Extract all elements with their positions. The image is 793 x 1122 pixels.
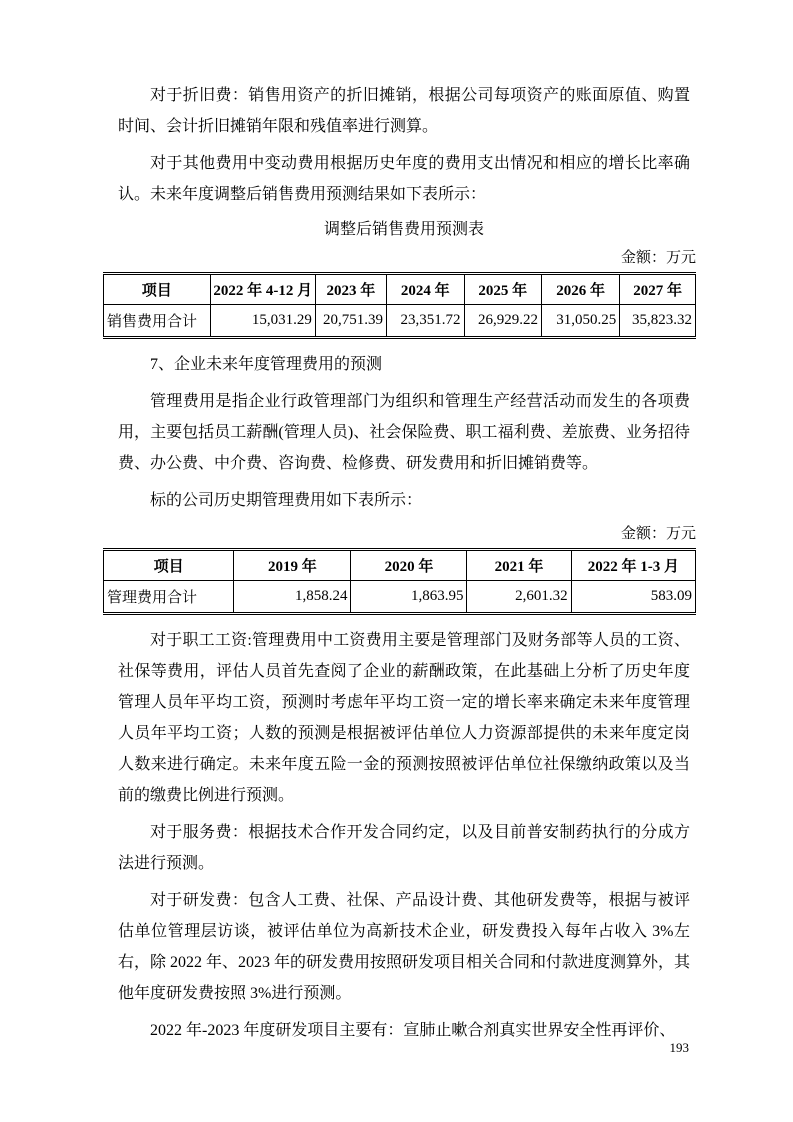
section-heading-admin-expense-forecast: 7、企业未来年度管理费用的预测 <box>150 356 383 373</box>
paragraph-service-fee: 对于服务费：根据技术合作开发合同约定，以及目前普安制药执行的分成方法进行预测。 <box>118 824 690 872</box>
admin-table-unit-label: 金额：万元 <box>620 526 696 542</box>
selling-total-2026: 31,050.25 <box>542 305 620 338</box>
paragraph-other-expense: 对于其他费用中变动费用根据历史年度的费用支出情况和相应的增长比率确认。未来年度调整后销售费用预测结果如下表所示： <box>118 155 690 203</box>
paragraph-rd-fee: 对于研发费：包含人工费、社保、产品设计费、其他研发费等，根据与被评估单位管理层访谈，被评估单位为高新技术企业，研发费投入每年占收入 3%左右，除 2022 年、2023 年的研发费用按照研发项目相关合同和付款进度测算外，其他年度研发费按照 3%进行预测。 <box>118 892 691 1002</box>
admin-table-header-2022q1: 2022 年 1-3 月 <box>571 550 695 581</box>
admin-total-2020: 1,863.95 <box>351 581 467 614</box>
selling-total-2023: 20,751.39 <box>315 305 386 338</box>
selling-expense-forecast-table <box>103 272 696 339</box>
selling-total-2027: 35,823.32 <box>620 305 696 338</box>
paragraph-admin-intro: 标的公司历史期管理费用如下表所示： <box>150 492 423 509</box>
selling-table-header-2023: 2023 年 <box>315 274 386 305</box>
admin-table-header-2019: 2019 年 <box>234 550 351 581</box>
selling-total-label: 销售费用合计 <box>104 305 211 338</box>
paragraph-rd-projects: 2022 年-2023 年度研发项目主要有：宣肺止嗽合剂真实世界安全性再评价、 <box>150 1022 676 1039</box>
admin-table-header-item: 项目 <box>104 550 234 581</box>
admin-total-2022q1: 583.09 <box>571 581 695 614</box>
admin-expense-history-table <box>103 548 696 615</box>
admin-total-2021: 2,601.32 <box>467 581 571 614</box>
admin-total-label: 管理费用合计 <box>104 581 234 614</box>
paragraph-admin-definition: 管理费用是指企业行政管理部门为组织和管理生产经营活动而发生的各项费用，主要包括员工薪酬(管理人员)、社会保险费、职工福利费、差旅费、业务招待费、办公费、中介费、咨询费、检修费、研发费用和折旧摊销费等。 <box>118 393 690 472</box>
admin-table-header-row <box>104 550 696 581</box>
selling-table-header-row <box>104 274 696 305</box>
table-row <box>104 305 696 338</box>
selling-table-unit-label: 金额：万元 <box>620 250 696 266</box>
selling-table-title: 调整后销售费用预测表 <box>323 221 484 238</box>
selling-table-header-2024: 2024 年 <box>386 274 464 305</box>
table-row <box>104 581 696 614</box>
admin-table-header-2021: 2021 年 <box>467 550 571 581</box>
admin-total-2019: 1,858.24 <box>234 581 351 614</box>
page-number: 193 <box>669 1040 689 1055</box>
selling-table-header-2025: 2025 年 <box>464 274 542 305</box>
admin-table-header-2020: 2020 年 <box>351 550 467 581</box>
selling-total-2022: 15,031.29 <box>210 305 315 338</box>
paragraph-depreciation: 对于折旧费：销售用资产的折旧摊销，根据公司每项资产的账面原值、购置时间、会计折旧摊销年限和残值率进行测算。 <box>118 87 690 135</box>
paragraph-staff-salary: 对于职工工资:管理费用中工资费用主要是管理部门及财务部等人员的工资、社保等费用，评估人员首先查阅了企业的薪酬政策，在此基础上分析了历史年度管理人员年平均工资，预测时考虑年平均工资一定的增长率来确定未来年度管理人员年平均工资；人数的预测是根据被评估单位人力资源部提供的未来年度定岗人数来进行确定。未来年度五险一金的预测按照被评估单位社保缴纳政策以及当前的缴费比例进行预测。 <box>118 632 690 804</box>
selling-table-header-item: 项目 <box>104 274 211 305</box>
selling-total-2025: 26,929.22 <box>464 305 542 338</box>
selling-table-header-2027: 2027 年 <box>620 274 696 305</box>
selling-table-header-2026: 2026 年 <box>542 274 620 305</box>
selling-total-2024: 23,351.72 <box>386 305 464 338</box>
selling-table-header-2022: 2022 年 4-12 月 <box>210 274 315 305</box>
